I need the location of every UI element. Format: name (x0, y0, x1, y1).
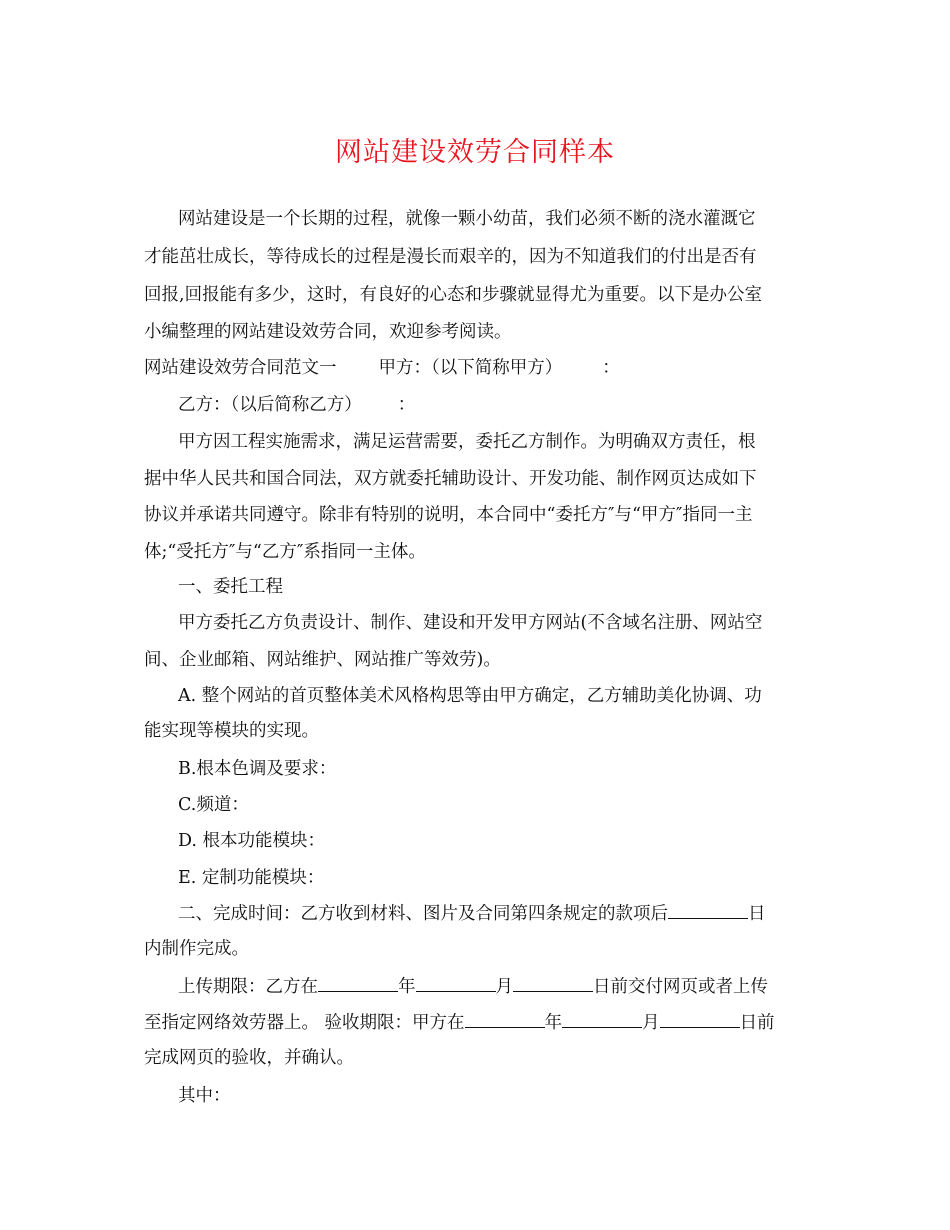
section1-body-2: 间、企业邮箱、网站维护、网站推广等效劳)。 (144, 650, 501, 670)
blank-upload-day (513, 975, 593, 992)
item-b: B.根本色调及要求： (178, 759, 337, 779)
item-a-line-1: A. 整个网站的首页整体美术风格构思等由甲方确定，乙方辅助美化协调、功 (178, 686, 762, 706)
party-b-line (178, 393, 858, 417)
item-e: E. 定制功能模块： (178, 868, 325, 888)
among-label: 其中： (178, 1086, 231, 1106)
acceptance-label: 至指定网络效劳器上。 验收期限：甲方在 (144, 1013, 465, 1033)
year-label: 年 (398, 977, 416, 997)
acceptance-tail: 日前 (739, 1013, 775, 1033)
item-a-line-2: 能实现等模块的实现。 (144, 721, 319, 741)
section2-line-1-text: 二、完成时间：乙方收到材料、图片及合同第四条规定的款项后 (178, 904, 668, 924)
month-label-2: 月 (642, 1013, 660, 1033)
section2-line-5: 完成网页的验收，并确认。 (144, 1048, 354, 1068)
party-a-colon: ： (602, 358, 620, 378)
intro-line-2: 才能茁壮成长，等待成长的过程是漫长而艰辛的，因为不知道我们的付出是否有 (144, 247, 757, 267)
blank-accept-year (465, 1011, 545, 1028)
section2-line-2: 内制作完成。 (144, 939, 249, 959)
party-a-label: 甲方：（以下简称甲方） (378, 358, 563, 378)
blank-accept-day (660, 1011, 740, 1028)
preamble-line-2: 据中华人民共和国合同法，双方就委托辅助设计、开发功能、制作网页达成如下 (144, 469, 757, 489)
upload-tail: 日前交付网页或者上传 (593, 977, 768, 997)
intro-line-1: 网站建设是一个长期的过程，就像一颗小幼苗，我们必须不断的浇水灌溉它 (178, 209, 756, 229)
upload-deadline-line (178, 975, 858, 999)
preamble-line-1: 甲方因工程实施需求，满足运营需要，委托乙方制作。为明确双方责任，根 (178, 432, 756, 452)
section2-line-1 (178, 902, 858, 926)
preamble-line-4: 体;“受托方″与“乙方″系指同一主体。 (144, 542, 426, 562)
upload-label: 上传期限：乙方在 (178, 977, 318, 997)
blank-upload-month (416, 975, 496, 992)
intro-line-3: 回报,回报能有多少，这时，有良好的心态和步骤就显得尤为重要。以下是办公室 (144, 285, 763, 305)
sample-line (144, 356, 824, 380)
document-title: 网站建设效劳合同样本 (335, 137, 615, 168)
blank-accept-month (562, 1011, 642, 1028)
acceptance-line (144, 1011, 824, 1035)
blank-days (668, 902, 748, 919)
section2-line-1-day: 日 (748, 904, 766, 924)
year-label-2: 年 (544, 1013, 563, 1033)
party-b-colon: ： (397, 395, 416, 415)
sample-name: 网站建设效劳合同范文一 (144, 358, 337, 378)
section1-body-1: 甲方委托乙方负责设计、制作、建设和开发甲方网站(不含域名注册、网站空 (178, 613, 763, 633)
party-b-label: 乙方：（以后简称乙方） (178, 395, 362, 415)
item-d: D. 根本功能模块： (178, 831, 326, 851)
intro-line-4: 小编整理的网站建设效劳合同，欢迎参考阅读。 (144, 322, 512, 342)
month-label: 月 (495, 977, 513, 997)
section1-heading: 一、委托工程 (178, 577, 283, 597)
blank-upload-year (318, 975, 398, 992)
item-c: C.频道： (178, 795, 249, 815)
preamble-line-3: 协议并承诺共同遵守。除非有特别的说明，本合同中“委托方″与“甲方″指同一主 (144, 505, 753, 525)
